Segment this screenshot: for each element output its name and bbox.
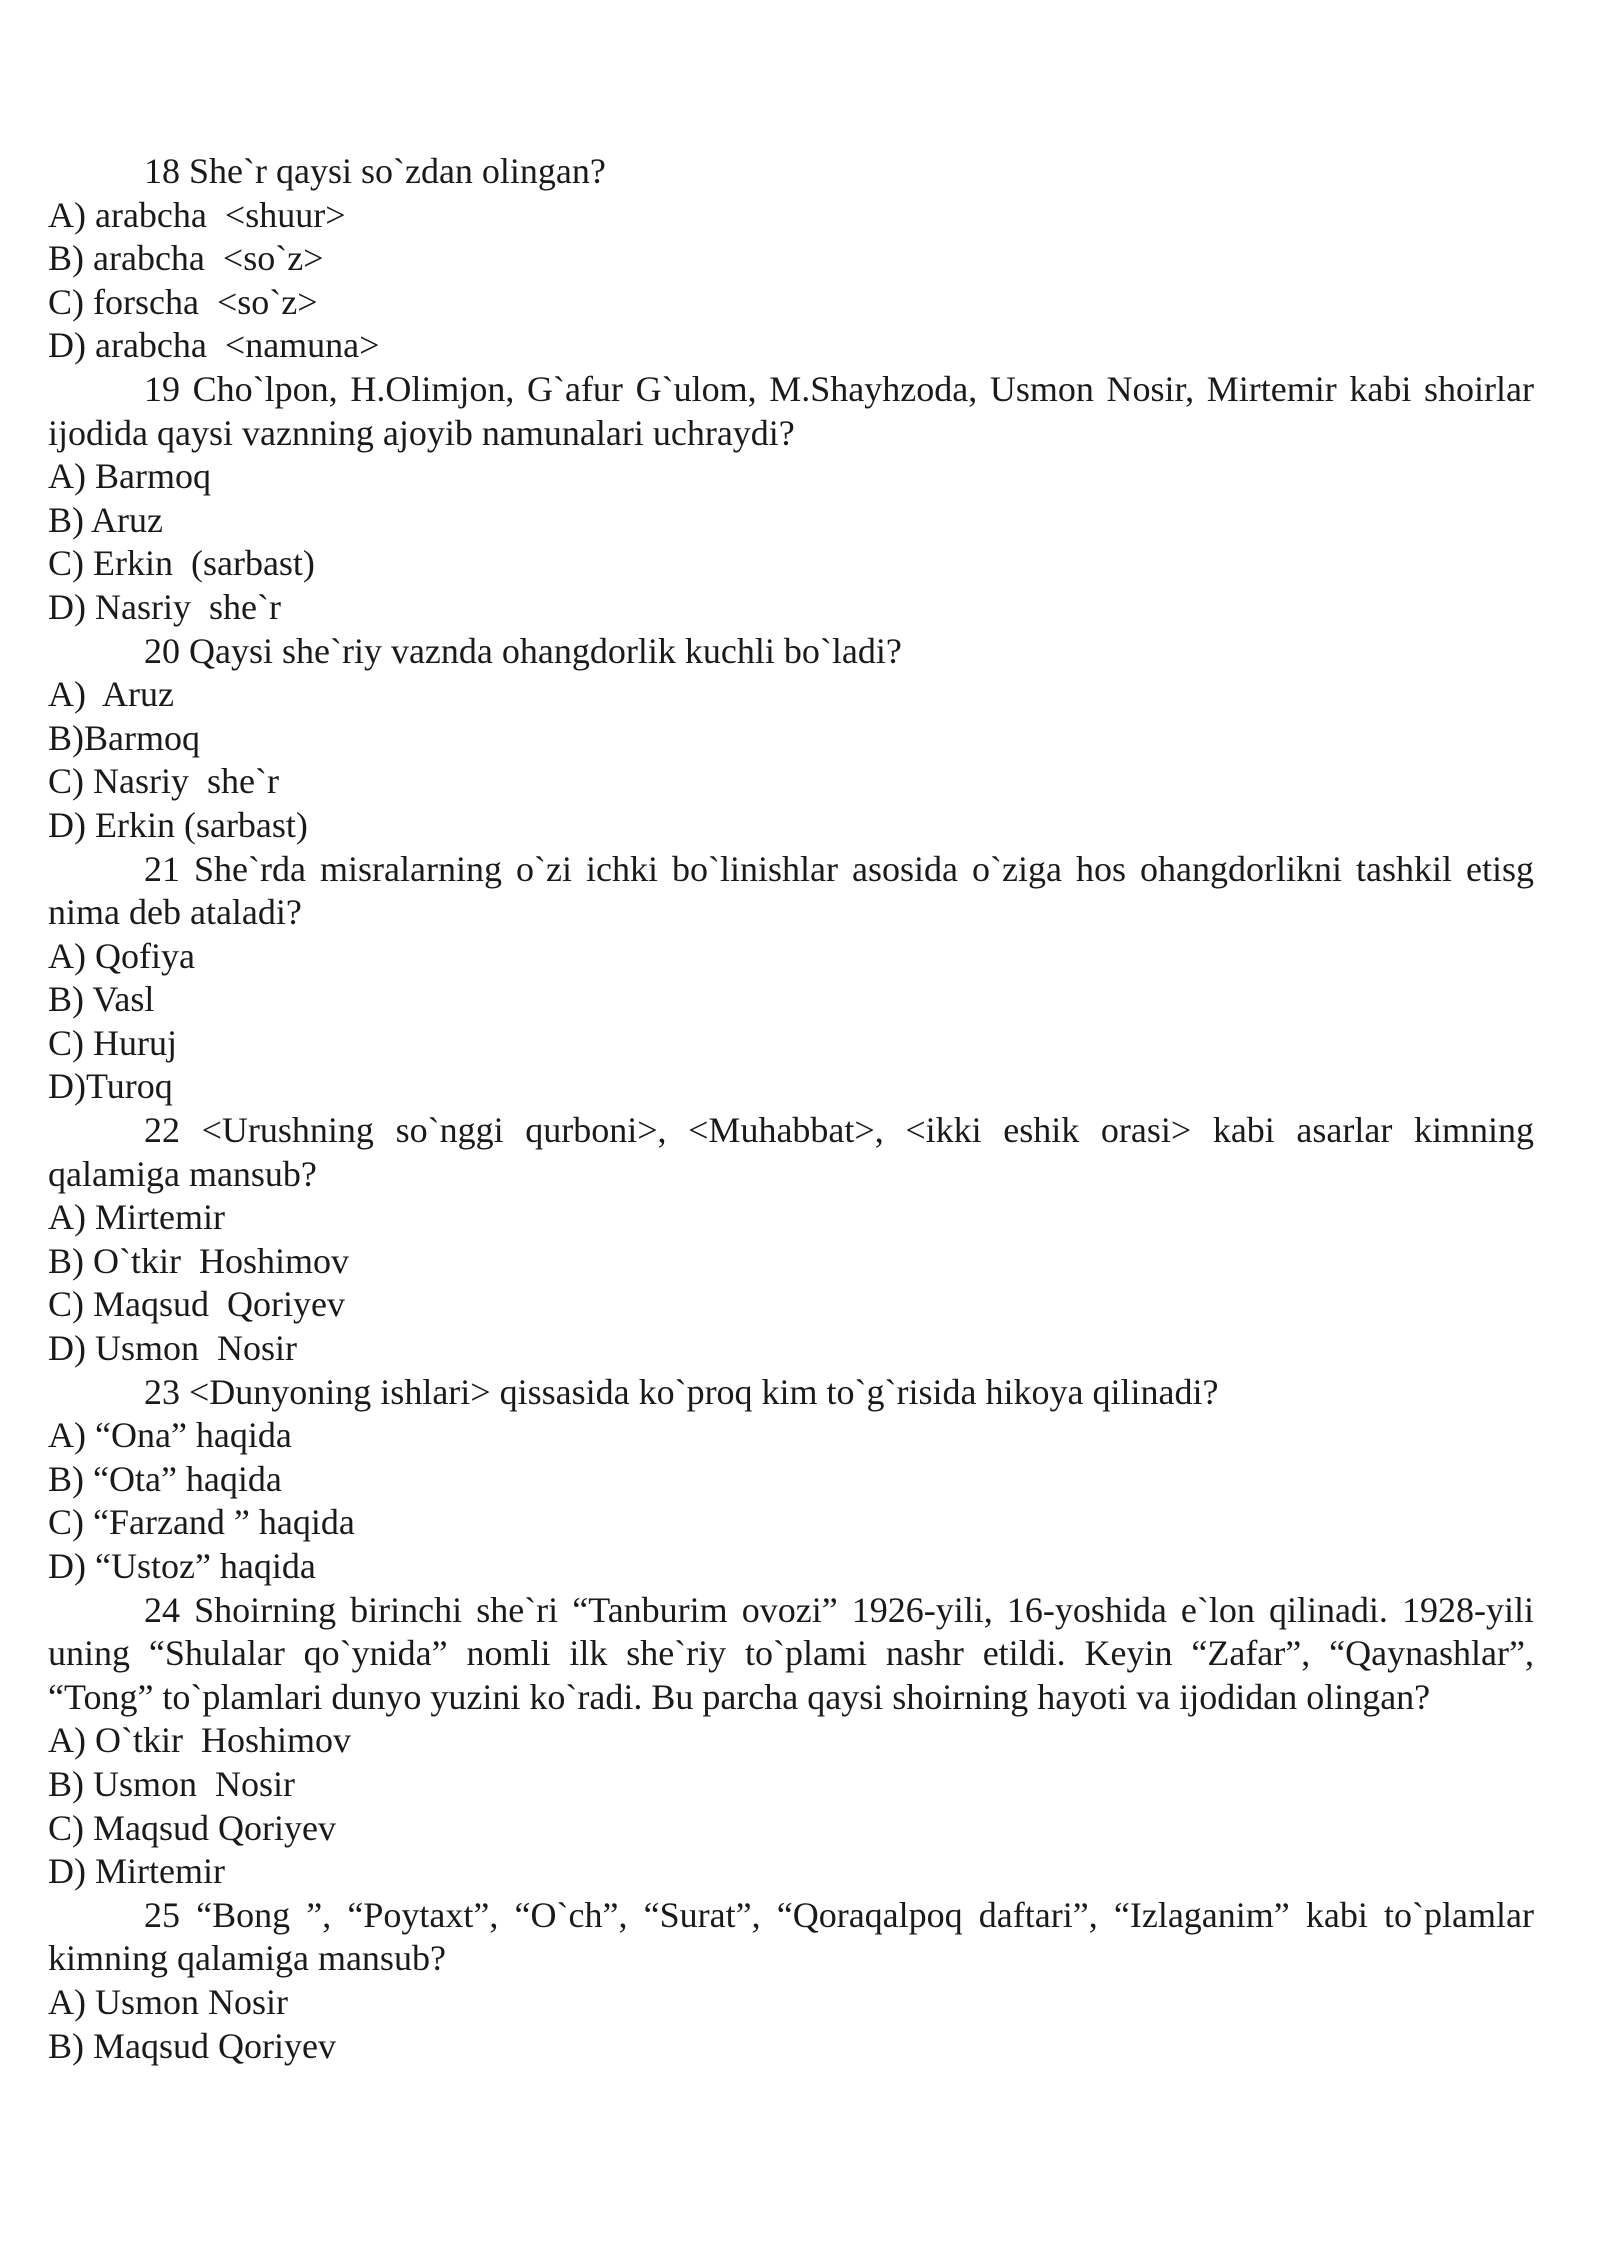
option-d: D) Erkin (sarbast) <box>48 804 308 845</box>
question-19: 19 Cho`lpon, H.Olimjon, G`afur G`ulom, M.Shayhzoda, Usmon Nosir, Mirtemir kabi shoirlar ijodida qaysi vaznning ajoyib namunalari uchraydi? <box>48 368 1534 453</box>
option-a: A) Qofiya <box>48 935 195 976</box>
option-d: D) Usmon Nosir <box>48 1328 297 1369</box>
question-20: 20 Qaysi she`riy vaznda ohangdorlik kuchli bo`ladi? <box>144 630 902 671</box>
option-d: D)Turoq <box>48 1066 173 1107</box>
option-d: D) Mirtemir <box>48 1851 225 1892</box>
option-b: B) Maqsud Qoriyev <box>48 2025 336 2066</box>
option-a: A) Aruz <box>48 674 174 715</box>
option-c: C) Maqsud Qoriyev <box>48 1807 336 1848</box>
option-b: B)Barmoq <box>48 717 200 758</box>
option-b: B) Aruz <box>48 499 163 540</box>
option-a: A) Usmon Nosir <box>48 1981 288 2022</box>
option-d: D) arabcha <namuna> <box>48 325 380 366</box>
question-22: 22 <Urushning so`nggi qurboni>, <Muhabbat>, <ikki eshik orasi> kabi asarlar kimning qalamiga mansub? <box>48 1110 1534 1194</box>
option-c: C) forscha <so`z> <box>48 281 318 322</box>
question-24: 24 Shoirning birinchi she`ri “Tanburim ovozi” 1926-yili, 16-yoshida e`lon qilinadi. 1928-yili uning “Shulalar qo`ynida” nomli ilk she`riy to`plami nashr etildi. Keyin “Zafar”, “Qaynashlar”, “Tong” to`plamlari dunyo yuzini ko`radi. Bu parcha qaysi shoirning hayoti va ijodidan olingan? <box>48 1589 1534 1717</box>
option-b: B) O`tkir Hoshimov <box>48 1240 349 1281</box>
option-d: D) “Ustoz” haqida <box>48 1546 316 1586</box>
option-c: C) Huruj <box>48 1022 177 1063</box>
option-b: B) Usmon Nosir <box>48 1763 296 1804</box>
option-c: C) Maqsud Qoriyev <box>48 1284 345 1325</box>
question-23: 23 <Dunyoning ishlari> qissasida ko`proq kim to`g`risida hikoya qilinadi? <box>144 1371 1219 1412</box>
option-b: B) Vasl <box>48 979 155 1020</box>
option-d: D) Nasriy she`r <box>48 586 281 627</box>
option-a: A) Barmoq <box>48 456 211 497</box>
option-b: B) arabcha <so`z> <box>48 238 324 279</box>
option-a: A) O`tkir Hoshimov <box>48 1720 351 1761</box>
option-a: A) Mirtemir <box>48 1197 225 1238</box>
option-c: C) “Farzand ” haqida <box>48 1502 355 1543</box>
document-page <box>48 150 1534 2068</box>
option-c: C) Nasriy she`r <box>48 761 279 802</box>
option-b: B) “Ota” haqida <box>48 1458 282 1499</box>
question-18: 18 She`r qaysi so`zdan olingan? <box>144 151 606 191</box>
option-c: C) Erkin (sarbast) <box>48 543 315 584</box>
question-21: 21 She`rda misralarning o`zi ichki bo`linishlar asosida o`ziga hos ohangdorlikni tashkil etisg nima deb ataladi? <box>48 848 1534 933</box>
question-25: 25 “Bong ”, “Poytaxt”, “O`ch”, “Surat”, “Qoraqalpoq daftari”, “Izlaganim” kabi to`plamlar kimning qalamiga mansub? <box>48 1894 1534 1979</box>
option-a: A) arabcha <shuur> <box>48 194 346 235</box>
option-a: A) “Ona” haqida <box>48 1415 292 1456</box>
